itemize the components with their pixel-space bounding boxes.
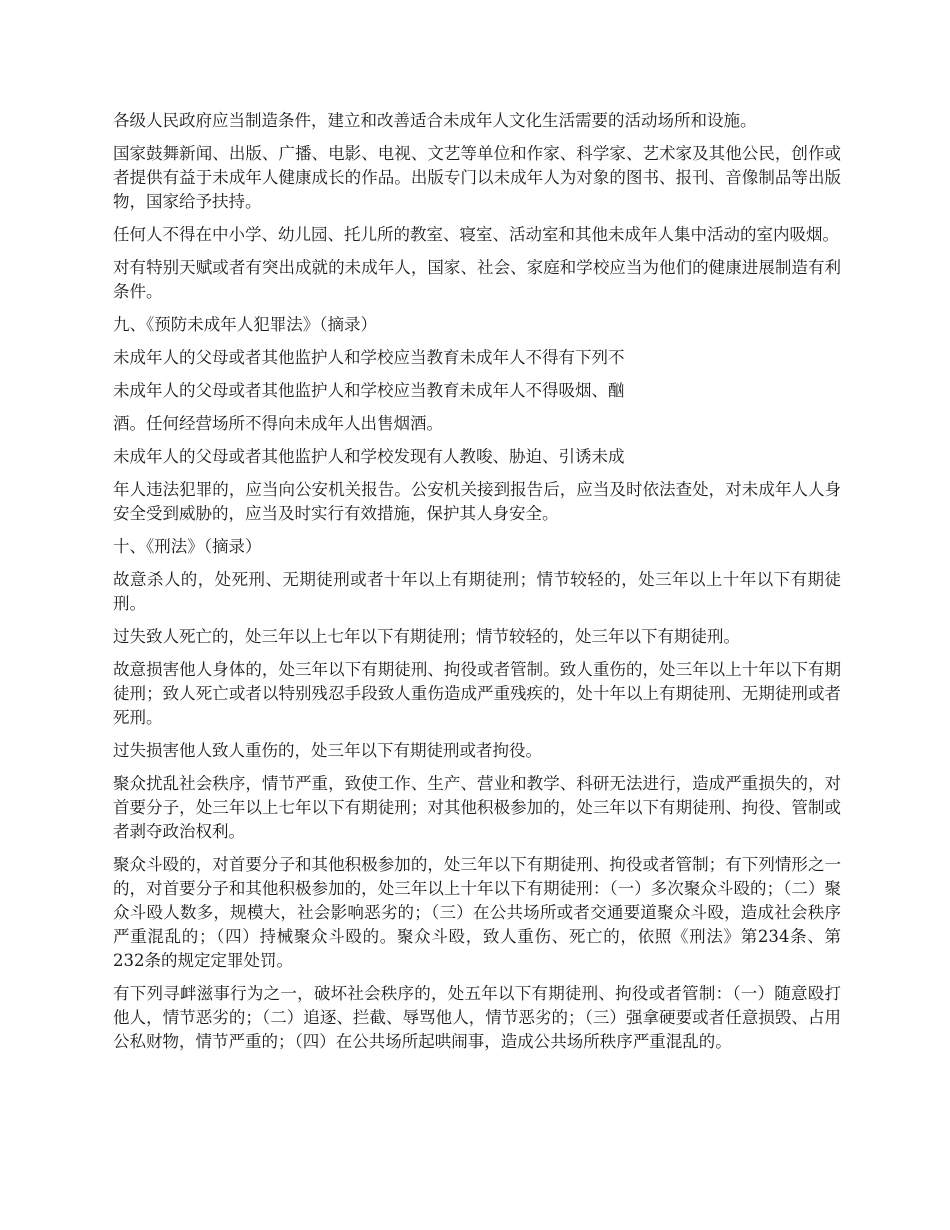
paragraph-negligent-homicide: 过失致人死亡的，处三年以上七年以下有期徒刑；情节较轻的，处三年以下有期徒刑。 [113, 627, 740, 646]
paragraph-negligent-injury: 过失损害他人致人重伤的，处三年以下有期徒刑或者拘役。 [113, 741, 542, 760]
paragraph-report-instigation-2: 年人违法犯罪的，应当向公安机关报告。公安机关接到报告后，应当及时依法查处，对未成年人人身安全受到威胁的，应当及时实行有效措施，保护其人身安全。 [113, 480, 841, 523]
paragraph-no-tobacco-alcohol-sales: 酒。任何经营场所不得向未成年人出售烟酒。 [113, 414, 443, 433]
paragraph-disturbing-social-order: 聚众扰乱社会秩序，情节严重，致使工作、生产、营业和教学、科研无法进行，造成严重损失的，对首要分子，处三年以上七年以下有期徒刑；对其他积极参加的，处三年以下有期徒刑、拘役、管制或者剥夺政治权利。 [113, 774, 841, 841]
paragraph-group-fighting: 聚众斗殴的，对首要分子和其他积极参加的，处三年以下有期徒刑、拘役或者管制；有下列情形之一的，对首要分子和其他积极参加的，处三年以上十年以下有期徒刑：（一）多次聚众斗殴的；（二）聚众斗殴人数多，规模大，社会影响恶劣的；（三）在公共场所或者交通要道聚众斗殴，造成社会秩序严重混乱的；（四）持械聚众斗殴的。聚众斗殴，致人重伤、死亡的，依照《刑法》第234条、第232条的规定定罪处罚。 [113, 855, 841, 970]
paragraph-provoking-trouble: 有下列寻衅滋事行为之一，破坏社会秩序的，处五年以下有期徒刑、拘役或者管制：（一）随意殴打他人，情节恶劣的；（二）追逐、拦截、辱骂他人，情节恶劣的；（三）强拿硬要或者任意损毁、占用公私财物，情节严重的；（四）在公共场所起哄闹事，造成公共场所秩序严重混乱的。 [113, 984, 841, 1051]
paragraph-guardian-education-1: 未成年人的父母或者其他监护人和学校应当教育未成年人不得有下列不 [113, 348, 625, 367]
paragraph-intentional-homicide: 故意杀人的，处死刑、无期徒刑或者十年以上有期徒刑；情节较轻的，处三年以上十年以下有期徒刑。 [113, 570, 841, 613]
paragraph-gifted-minors: 对有特别天赋或者有突出成就的未成年人，国家、社会、家庭和学校应当为他们的健康进展制造有利条件。 [113, 258, 841, 301]
paragraph-creative-works: 国家鼓舞新闻、出版、广播、电影、电视、文艺等单位和作家、科学家、艺术家及其他公民，创作或者提供有益于未成年人健康成长的作品。出版专门以未成年人为对象的图书、报刊、音像制品等出版物，国家给予扶持。 [113, 144, 841, 211]
paragraph-no-smoking: 任何人不得在中小学、幼儿园、托儿所的教室、寝室、活动室和其他未成年人集中活动的室内吸烟。 [113, 225, 839, 244]
paragraph-guardian-education-2: 未成年人的父母或者其他监护人和学校应当教育未成年人不得吸烟、酗 [113, 381, 625, 400]
document-body [113, 109, 841, 1063]
section-heading-crime-prevention-law: 九、《预防未成年人犯罪法》（摘录） [113, 315, 377, 334]
section-heading-criminal-law: 十、《刑法》（摘录） [113, 537, 262, 556]
paragraph-report-instigation-1: 未成年人的父母或者其他监护人和学校发现有人教唆、胁迫、引诱未成 [113, 447, 625, 466]
paragraph-cultural-facilities: 各级人民政府应当制造条件，建立和改善适合未成年人文化生活需要的活动场所和设施。 [113, 111, 757, 130]
paragraph-intentional-injury: 故意损害他人身体的，处三年以下有期徒刑、拘役或者管制。致人重伤的，处三年以上十年以下有期徒刑；致人死亡或者以特别残忍手段致人重伤造成严重残疾的，处十年以上有期徒刑、无期徒刑或者死刑。 [113, 660, 841, 727]
